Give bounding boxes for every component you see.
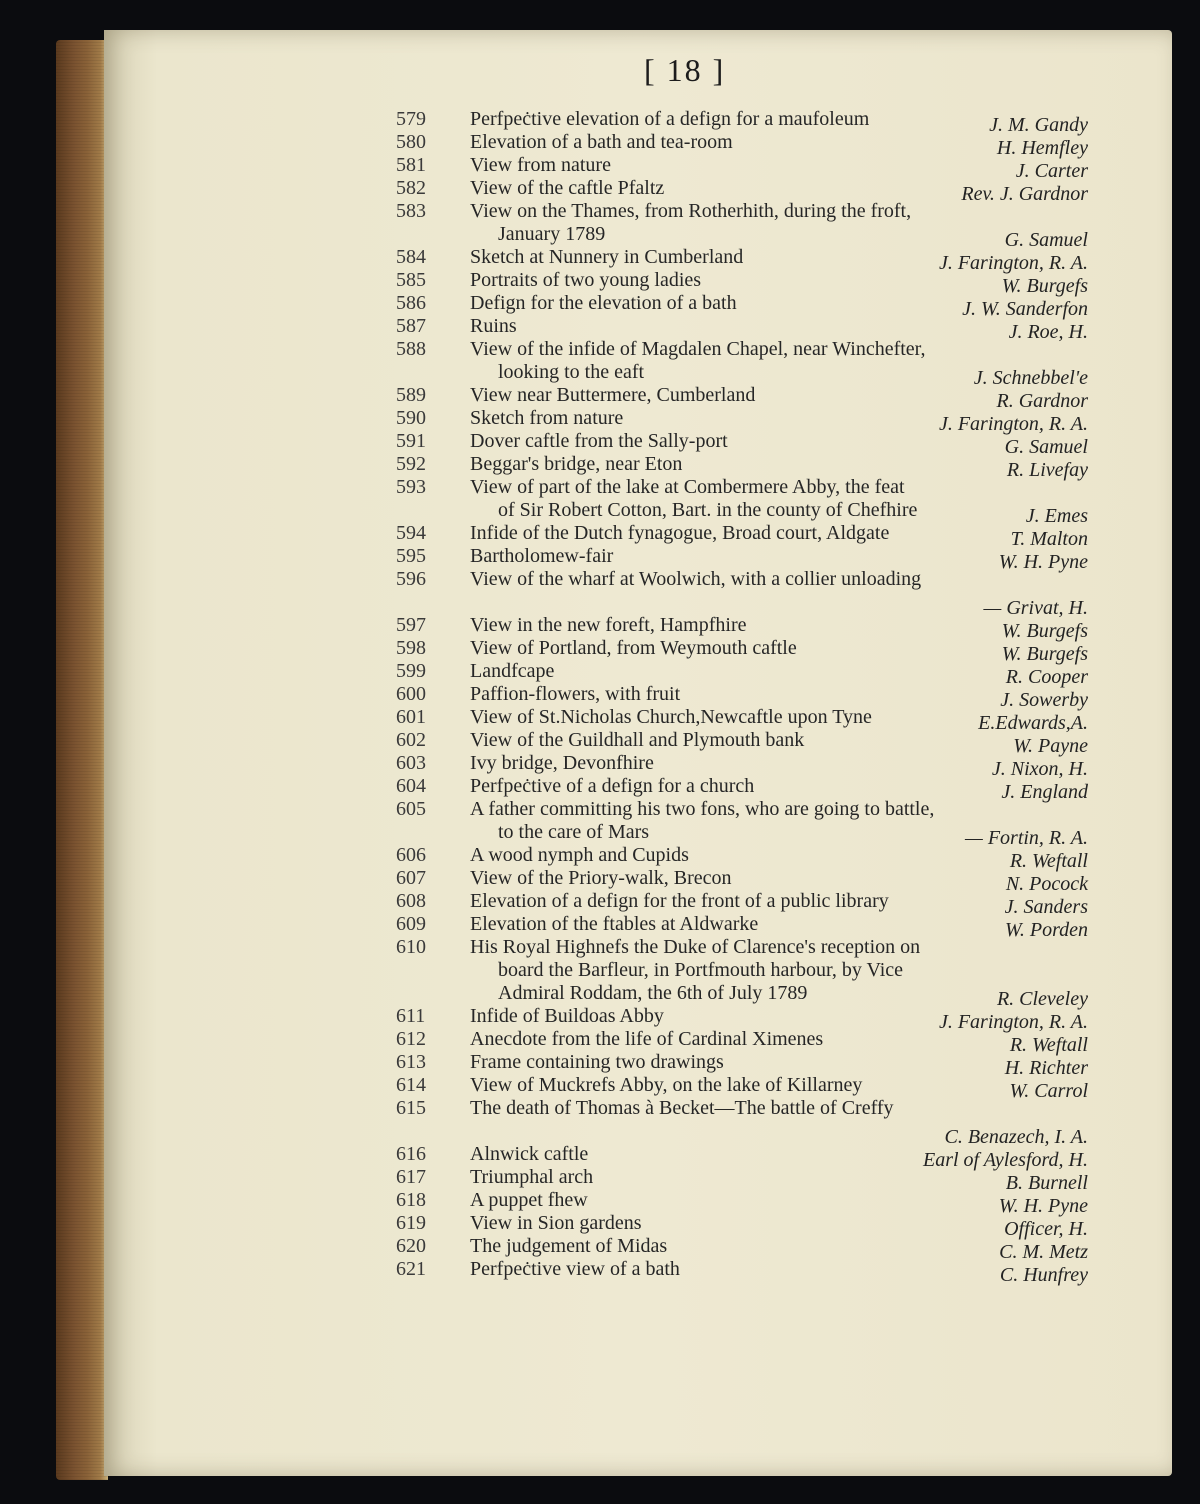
entry-title: Elevation of a defign for the front of a public library [470, 890, 889, 912]
entry-number: 599 [396, 660, 426, 682]
entry-number: 616 [396, 1143, 426, 1165]
entry-artist: B. Burnell [1005, 1172, 1088, 1194]
entry-line [104, 384, 1172, 412]
entry-line [104, 775, 1172, 803]
entry-number: 581 [396, 154, 426, 176]
entry-number: 590 [396, 407, 426, 429]
catalogue-entry [104, 453, 1172, 481]
entry-artist: W. Burgefs [1001, 620, 1088, 642]
entry-title: View in Sion gardens [470, 1212, 642, 1234]
entry-number: 601 [396, 706, 426, 728]
entry-title: Paffion-flowers, with fruit [470, 683, 681, 705]
entry-title: of Sir Robert Cotton, Bart. in the county of Chefhire [498, 499, 918, 521]
catalogue-entry [104, 246, 1172, 274]
entry-artist: W. H. Pyne [998, 551, 1088, 573]
entry-line [104, 200, 1172, 223]
entry-artist: C. Benazech, I. A. [944, 1126, 1088, 1148]
entry-title: View of the wharf at Woolwich, with a collier unloading [470, 568, 922, 590]
entry-title: Admiral Roddam, the 6th of July 1789 [498, 982, 808, 1004]
entry-title: January 1789 [498, 223, 606, 245]
entry-line [104, 545, 1172, 573]
catalogue-entry [104, 269, 1172, 297]
entry-title: Elevation of the ftables at Aldwarke [470, 913, 759, 935]
entry-number: 594 [396, 522, 426, 544]
entry-title: Alnwick caftle [470, 1143, 589, 1165]
catalogue-entry [104, 108, 1172, 136]
entry-artist: W. Burgefs [1001, 275, 1088, 297]
entry-title: looking to the eaft [498, 361, 645, 383]
entry-artist: J. Emes [1025, 505, 1088, 527]
catalogue-entry [104, 1028, 1172, 1056]
entry-line [104, 798, 1172, 821]
entry-artist: R. Weftall [1009, 1034, 1088, 1056]
entry-title: The death of Thomas à Becket—The battle of Creffy [470, 1097, 894, 1119]
entry-line [104, 614, 1172, 642]
entry-artist: W. Burgefs [1001, 643, 1088, 665]
entry-title: Anecdote from the life of Cardinal Ximenes [470, 1028, 824, 1050]
catalogue-entry [104, 660, 1172, 688]
catalogue-entry [104, 384, 1172, 412]
entry-artist: J. Schnebbel'e [973, 367, 1088, 389]
entry-line [104, 568, 1172, 591]
catalogue-entry [104, 200, 1172, 251]
entry-number: 612 [396, 1028, 426, 1050]
entry-number: 580 [396, 131, 426, 153]
entry-title: Perfpeċtive view of a bath [470, 1258, 680, 1280]
entry-artist: E.Edwards,A. [978, 712, 1088, 734]
entry-artist: R. Cooper [1005, 666, 1088, 688]
entry-artist: H. Hemfley [996, 137, 1088, 159]
entry-artist: J. Farington, R. A. [938, 413, 1088, 435]
entry-number: 604 [396, 775, 426, 797]
entry-artist: Earl of Aylesford, H. [923, 1149, 1088, 1171]
entry-artist: T. Malton [1010, 528, 1088, 550]
entry-number: 617 [396, 1166, 426, 1188]
entry-line [104, 476, 1172, 499]
catalogue-entry [104, 798, 1172, 849]
catalogue-entry [104, 1143, 1172, 1171]
entry-artist: J. Sanders [1004, 896, 1088, 918]
catalogue-entry [104, 522, 1172, 550]
entry-artist: J. M. Gandy [989, 114, 1088, 136]
entry-title: Dover caftle from the Sally-port [470, 430, 728, 452]
catalogue-entry [104, 1189, 1172, 1217]
entry-line [104, 706, 1172, 734]
entry-artist: G. Samuel [1004, 229, 1088, 251]
catalogue-entry [104, 890, 1172, 918]
entry-line [104, 430, 1172, 458]
entry-line [104, 1074, 1172, 1102]
entry-title: View from nature [470, 154, 611, 176]
entry-line [104, 913, 1172, 941]
entry-line [104, 407, 1172, 435]
catalogue-entry [104, 131, 1172, 159]
entry-number: 605 [396, 798, 426, 820]
entry-artist: J. Farington, R. A. [938, 252, 1088, 274]
entry-line [104, 269, 1172, 297]
entry-artist: W. H. Pyne [998, 1195, 1088, 1217]
entry-line [104, 752, 1172, 780]
entry-line [104, 1051, 1172, 1079]
entry-number: 615 [396, 1097, 426, 1119]
catalogue-entry [104, 936, 1172, 1010]
entry-artist: C. Hunfrey [999, 1264, 1088, 1286]
entry-line [104, 154, 1172, 182]
entry-number: 618 [396, 1189, 426, 1211]
entry-line [104, 1235, 1172, 1263]
entry-line [104, 246, 1172, 274]
entry-title: View of the Priory-walk, Brecon [470, 867, 732, 889]
entry-artist: — Grivat, H. [983, 597, 1088, 619]
catalogue-entry [104, 430, 1172, 458]
entry-line [104, 1120, 1172, 1148]
entry-number: 584 [396, 246, 426, 268]
entry-title: Frame containing two drawings [470, 1051, 724, 1073]
entry-line [104, 637, 1172, 665]
entry-number: 588 [396, 338, 426, 360]
entry-number: 587 [396, 315, 426, 337]
catalogue-entry [104, 154, 1172, 182]
catalogue-entry [104, 568, 1172, 619]
entry-artist: R. Cleveley [996, 988, 1088, 1010]
entry-title: View in the new foreft, Hampfhire [470, 614, 747, 636]
catalogue-entry [104, 1166, 1172, 1194]
entry-title: View near Buttermere, Cumberland [470, 384, 756, 406]
entry-line [104, 867, 1172, 895]
catalogue-entry [104, 292, 1172, 320]
entry-number: 602 [396, 729, 426, 751]
catalogue-entry [104, 407, 1172, 435]
entry-line [104, 338, 1172, 361]
entry-artist: J. W. Sanderfon [962, 298, 1088, 320]
entry-number: 593 [396, 476, 426, 498]
entry-artist: R. Gardnor [996, 390, 1088, 412]
entry-number: 591 [396, 430, 426, 452]
entry-title: A puppet fhew [470, 1189, 588, 1211]
entry-artist: Rev. J. Gardnor [961, 183, 1088, 205]
entry-line [104, 1028, 1172, 1056]
entry-title: Defign for the elevation of a bath [470, 292, 737, 314]
entry-artist: J. England [1001, 781, 1088, 803]
entry-line [104, 361, 1172, 389]
entry-number: 600 [396, 683, 426, 705]
entry-title: Elevation of a bath and tea-room [470, 131, 733, 153]
entry-title: Ruins [470, 315, 517, 337]
entry-artist: G. Samuel [1004, 436, 1088, 458]
entry-title: A wood nymph and Cupids [470, 844, 689, 866]
entry-title: A father committing his two fons, who are going to battle, [470, 798, 935, 820]
entry-title: View of Muckrefs Abby, on the lake of Killarney [470, 1074, 863, 1096]
catalogue-entries [104, 108, 1172, 1286]
entry-number: 609 [396, 913, 426, 935]
entry-title: View on the Thames, from Rotherhith, during the froft, [470, 200, 912, 222]
entry-line [104, 844, 1172, 872]
entry-title: View of Portland, from Weymouth caftle [470, 637, 797, 659]
page-number: [ 18 ] [644, 52, 726, 88]
catalogue-entry [104, 476, 1172, 527]
entry-line [104, 177, 1172, 205]
entry-title: View of St.Nicholas Church,Newcaftle upon Tyne [470, 706, 872, 728]
entry-number: 621 [396, 1258, 426, 1280]
entry-title: View of the caftle Pfaltz [470, 177, 665, 199]
entry-number: 597 [396, 614, 426, 636]
entry-artist: W. Carrol [1009, 1080, 1088, 1102]
entry-line [104, 959, 1172, 982]
entry-artist: Officer, H. [1004, 1218, 1088, 1240]
entry-title: View of the Guildhall and Plymouth bank [470, 729, 805, 751]
entry-line [104, 131, 1172, 159]
entry-line [104, 1189, 1172, 1217]
entry-line [104, 1143, 1172, 1171]
entry-number: 585 [396, 269, 426, 291]
catalogue-entry [104, 1051, 1172, 1079]
catalogue-entry [104, 545, 1172, 573]
catalogue-entry [104, 177, 1172, 205]
entry-line [104, 591, 1172, 619]
entry-line [104, 890, 1172, 918]
entry-artist: J. Nixon, H. [991, 758, 1088, 780]
entry-title: Sketch at Nunnery in Cumberland [470, 246, 744, 268]
entry-artist: J. Sowerby [1000, 689, 1088, 711]
catalogue-entry [104, 913, 1172, 941]
entry-title: to the care of Mars [498, 821, 650, 843]
entry-artist: H. Richter [1004, 1057, 1088, 1079]
entry-line [104, 1258, 1172, 1286]
entry-line [104, 453, 1172, 481]
entry-line [104, 1005, 1172, 1033]
catalogue-entry [104, 1258, 1172, 1286]
entry-number: 589 [396, 384, 426, 406]
catalogue-entry [104, 844, 1172, 872]
book-page [104, 30, 1172, 1476]
entry-number: 579 [396, 108, 426, 130]
catalogue-entry [104, 1005, 1172, 1033]
entry-title: Infide of the Dutch fynagogue, Broad court, Aldgate [470, 522, 890, 544]
book-page-edges [56, 40, 108, 1480]
entry-number: 603 [396, 752, 426, 774]
entry-title: Portraits of two young ladies [470, 269, 702, 291]
entry-artist: J. Farington, R. A. [938, 1011, 1088, 1033]
entry-line [104, 108, 1172, 136]
entry-number: 607 [396, 867, 426, 889]
catalogue-entry [104, 315, 1172, 343]
entry-number: 596 [396, 568, 426, 590]
entry-artist: J. Carter [1015, 160, 1088, 182]
entry-line [104, 683, 1172, 711]
entry-title: Landfcape [470, 660, 555, 682]
entry-title: Infide of Buildoas Abby [470, 1005, 664, 1027]
entry-line [104, 821, 1172, 849]
catalogue-entry [104, 775, 1172, 803]
entry-line [104, 660, 1172, 688]
entry-title: His Royal Highnefs the Duke of Clarence's reception on [470, 936, 921, 958]
entry-title: The judgement of Midas [470, 1235, 668, 1257]
entry-number: 620 [396, 1235, 426, 1257]
entry-number: 614 [396, 1074, 426, 1096]
entry-number: 606 [396, 844, 426, 866]
entry-title: View of the infide of Magdalen Chapel, near Winchefter, [470, 338, 926, 360]
entry-number: 611 [396, 1005, 426, 1027]
entry-title: Beggar's bridge, near Eton [470, 453, 683, 475]
entry-title: Bartholomew-fair [470, 545, 614, 567]
entry-number: 610 [396, 936, 426, 958]
entry-artist: R. Livefay [1006, 459, 1088, 481]
catalogue-entry [104, 614, 1172, 642]
entry-title: Perfpeċtive of a defign for a church [470, 775, 755, 797]
entry-artist: W. Porden [1005, 919, 1088, 941]
catalogue-entry [104, 1074, 1172, 1102]
entry-artist: R. Weftall [1009, 850, 1088, 872]
entry-title: Triumphal arch [470, 1166, 594, 1188]
entry-title: Sketch from nature [470, 407, 624, 429]
entry-number: 592 [396, 453, 426, 475]
entry-line [104, 1166, 1172, 1194]
entry-number: 613 [396, 1051, 426, 1073]
entry-line [104, 522, 1172, 550]
entry-line [104, 729, 1172, 757]
entry-artist: J. Roe, H. [1008, 321, 1088, 343]
catalogue-entry [104, 1097, 1172, 1148]
entry-title: board the Barfleur, in Portfmouth harbour, by Vice [498, 959, 904, 981]
catalogue-entry [104, 683, 1172, 711]
catalogue-entry [104, 752, 1172, 780]
entry-artist: C. M. Metz [999, 1241, 1088, 1263]
entry-line [104, 315, 1172, 343]
entry-line [104, 223, 1172, 251]
entry-line [104, 982, 1172, 1010]
entry-artist: — Fortin, R. A. [965, 827, 1088, 849]
entry-number: 586 [396, 292, 426, 314]
catalogue-entry [104, 1212, 1172, 1240]
entry-number: 582 [396, 177, 426, 199]
entry-line [104, 1097, 1172, 1120]
entry-number: 608 [396, 890, 426, 912]
entry-number: 583 [396, 200, 426, 222]
entry-line [104, 292, 1172, 320]
entry-number: 598 [396, 637, 426, 659]
entry-number: 595 [396, 545, 426, 567]
entry-title: View of part of the lake at Combermere Abby, the feat [470, 476, 905, 498]
entry-number: 619 [396, 1212, 426, 1234]
catalogue-entry [104, 637, 1172, 665]
catalogue-entry [104, 1235, 1172, 1263]
entry-line [104, 499, 1172, 527]
catalogue-entry [104, 729, 1172, 757]
catalogue-entry [104, 867, 1172, 895]
entry-title: Ivy bridge, Devonfhire [470, 752, 654, 774]
catalogue-entry [104, 338, 1172, 389]
entry-line [104, 936, 1172, 959]
entry-artist: W. Payne [1013, 735, 1088, 757]
entry-line [104, 1212, 1172, 1240]
entry-artist: N. Pocock [1005, 873, 1088, 895]
catalogue-entry [104, 706, 1172, 734]
entry-title: Perfpeċtive elevation of a defign for a maufoleum [470, 108, 870, 130]
